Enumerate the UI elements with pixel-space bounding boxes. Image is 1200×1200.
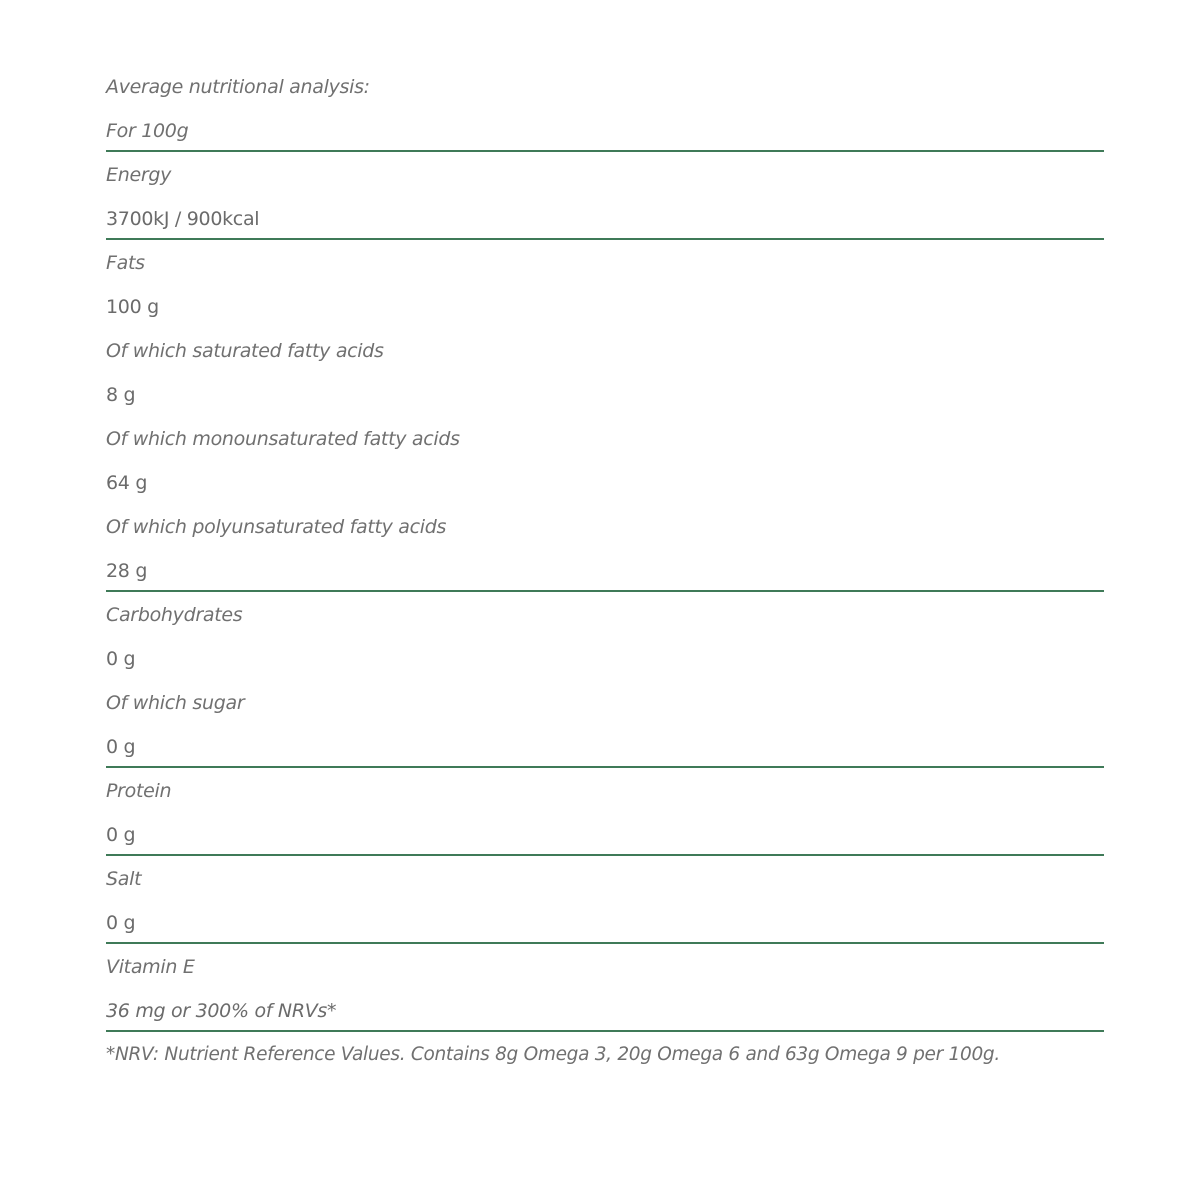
divider: [106, 1030, 1104, 1032]
divider: [106, 150, 1104, 152]
divider: [106, 590, 1104, 592]
footnote: *NRV: Nutrient Reference Values. Contains 8g Omega 3, 20g Omega 6 and 63g Omega 9 per 100g.: [106, 1044, 1000, 1065]
carbohydrates-value: 0 g: [106, 648, 136, 670]
fats-value: 100 g: [106, 296, 159, 318]
monounsaturated-value: 64 g: [106, 472, 148, 494]
polyunsaturated-value: 28 g: [106, 560, 148, 582]
salt-value: 0 g: [106, 912, 136, 934]
basis-text: For 100g: [106, 120, 189, 142]
vitamin-e-value: 36 mg or 300% of NRVs*: [106, 1000, 337, 1022]
sugar-value: 0 g: [106, 736, 136, 758]
vitamin-e-label: Vitamin E: [106, 956, 195, 978]
fats-label: Fats: [106, 252, 145, 274]
salt-label: Salt: [106, 868, 142, 890]
energy-value: 3700kJ / 900kcal: [106, 208, 260, 230]
saturated-value: 8 g: [106, 384, 136, 406]
divider: [106, 238, 1104, 240]
energy-label: Energy: [106, 164, 172, 186]
carbohydrates-label: Carbohydrates: [106, 604, 243, 626]
divider: [106, 766, 1104, 768]
nutrition-table: [106, 70, 1104, 1072]
polyunsaturated-label: Of which polyunsaturated fatty acids: [106, 516, 447, 538]
intro-text: Average nutritional analysis:: [106, 76, 370, 98]
protein-label: Protein: [106, 780, 172, 802]
saturated-label: Of which saturated fatty acids: [106, 340, 384, 362]
protein-value: 0 g: [106, 824, 136, 846]
monounsaturated-label: Of which monounsaturated fatty acids: [106, 428, 460, 450]
sugar-label: Of which sugar: [106, 692, 245, 714]
divider: [106, 942, 1104, 944]
divider: [106, 854, 1104, 856]
